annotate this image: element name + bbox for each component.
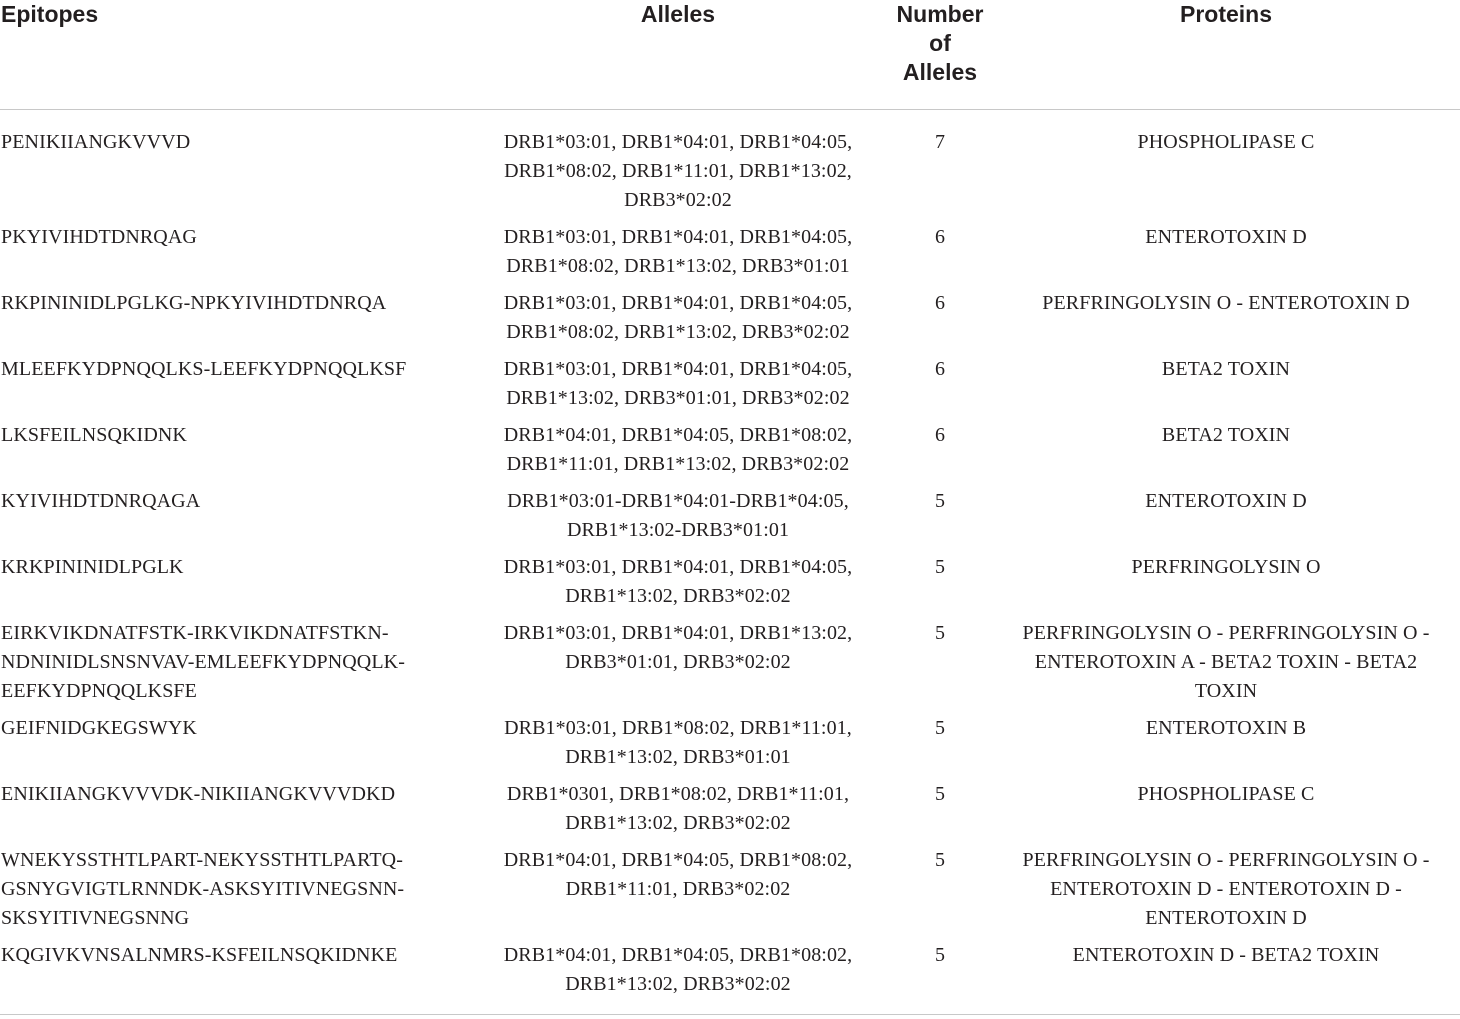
table-row	[0, 487, 1460, 553]
cell-alleles	[468, 110, 888, 224]
cell-epitope	[0, 289, 468, 355]
cell-number-of-alleles: 5	[888, 619, 992, 714]
cell-alleles	[468, 553, 888, 619]
cell-number-of-alleles: 5	[888, 941, 992, 1019]
cell-alleles-line: DRB3*01:01, DRB3*02:02	[565, 651, 791, 673]
cell-proteins-line: ENTEROTOXIN D	[1145, 490, 1306, 512]
cell-proteins	[992, 223, 1460, 289]
cell-alleles-line: DRB1*04:01, DRB1*04:05, DRB1*08:02,	[504, 849, 853, 871]
cell-epitope	[0, 553, 468, 619]
cell-proteins-line: ENTEROTOXIN D	[1145, 226, 1306, 248]
table-body	[0, 110, 1460, 1019]
cell-alleles-line: DRB1*0301, DRB1*08:02, DRB1*11:01,	[507, 783, 849, 805]
table-row	[0, 289, 1460, 355]
cell-alleles-line: DRB1*03:01, DRB1*08:02, DRB1*11:01,	[504, 717, 852, 739]
cell-proteins	[992, 553, 1460, 619]
cell-epitope	[0, 941, 468, 1019]
header-alleles: Alleles	[468, 0, 888, 110]
table-bottom-rule	[0, 1014, 1460, 1015]
cell-number-of-alleles: 5	[888, 846, 992, 941]
cell-epitope-line: RKPININIDLPGLKG-NPKYIVIHDTDNRQA	[1, 292, 386, 314]
header-line: Number	[897, 1, 984, 27]
cell-epitope-line: SKSYITIVNEGSNNG	[1, 907, 189, 929]
table-header	[0, 0, 1460, 110]
cell-alleles-line: DRB1*13:02, DRB3*02:02	[565, 973, 791, 995]
cell-proteins-line: ENTEROTOXIN D - BETA2 TOXIN	[1073, 944, 1380, 966]
table-row	[0, 619, 1460, 714]
cell-epitope-line: KRKPININIDLPGLK	[1, 556, 184, 578]
cell-alleles-line: DRB1*13:02, DRB3*02:02	[565, 812, 791, 834]
cell-proteins-line: BETA2 TOXIN	[1162, 358, 1290, 380]
cell-epitope	[0, 846, 468, 941]
cell-number-of-alleles: 5	[888, 487, 992, 553]
cell-alleles-line: DRB1*13:02-DRB3*01:01	[567, 519, 789, 541]
cell-alleles	[468, 355, 888, 421]
cell-epitope-line: KQGIVKVNSALNMRS-KSFEILNSQKIDNKE	[1, 944, 397, 966]
header-number-of-alleles	[888, 0, 992, 110]
cell-alleles	[468, 941, 888, 1019]
cell-proteins-line: ENTEROTOXIN A - BETA2 TOXIN - BETA2	[1035, 651, 1418, 673]
cell-epitope-line: EEFKYDPNQQLKSFE	[1, 680, 197, 702]
header-row	[0, 0, 1460, 110]
table-row	[0, 223, 1460, 289]
cell-proteins	[992, 619, 1460, 714]
cell-number-of-alleles: 5	[888, 714, 992, 780]
cell-epitope-line: PKYIVIHDTDNRQAG	[1, 226, 197, 248]
cell-proteins	[992, 355, 1460, 421]
cell-proteins-line: PERFRINGOLYSIN O - ENTEROTOXIN D	[1042, 292, 1410, 314]
cell-alleles-line: DRB1*11:01, DRB1*13:02, DRB3*02:02	[507, 453, 850, 475]
cell-alleles-line: DRB1*03:01, DRB1*04:01, DRB1*04:05,	[504, 131, 853, 153]
cell-alleles	[468, 223, 888, 289]
cell-alleles-line: DRB1*04:01, DRB1*04:05, DRB1*08:02,	[504, 424, 853, 446]
cell-alleles-line: DRB1*03:01, DRB1*04:01, DRB1*04:05,	[504, 292, 853, 314]
cell-epitope-line: LKSFEILNSQKIDNK	[1, 424, 187, 446]
cell-proteins-line: ENTEROTOXIN D	[1145, 907, 1306, 929]
cell-alleles	[468, 487, 888, 553]
cell-epitope	[0, 487, 468, 553]
cell-alleles-line: DRB1*08:02, DRB1*13:02, DRB3*01:01	[506, 255, 849, 277]
cell-alleles-line: DRB1*03:01, DRB1*04:01, DRB1*04:05,	[504, 358, 853, 380]
cell-proteins	[992, 941, 1460, 1019]
cell-proteins-line: PERFRINGOLYSIN O - PERFRINGOLYSIN O -	[1023, 849, 1430, 871]
cell-epitope-line: NDNINIDLSNSNVAV-EMLEEFKYDPNQQLK-	[1, 651, 405, 673]
table-row	[0, 110, 1460, 224]
cell-proteins	[992, 421, 1460, 487]
cell-number-of-alleles: 6	[888, 421, 992, 487]
table-row	[0, 714, 1460, 780]
cell-epitope-line: GSNYGVIGTLRNNDK-ASKSYITIVNEGSNN-	[1, 878, 404, 900]
cell-epitope-line: PENIKIIANGKVVVD	[1, 131, 190, 153]
cell-epitope-line: GEIFNIDGKEGSWYK	[1, 717, 197, 739]
cell-number-of-alleles: 5	[888, 780, 992, 846]
cell-proteins-line: PHOSPHOLIPASE C	[1138, 131, 1315, 153]
cell-epitope-line: ENIKIIANGKVVVDK-NIKIIANGKVVVDKD	[1, 783, 395, 805]
cell-proteins	[992, 487, 1460, 553]
cell-alleles-line: DRB1*03:01, DRB1*04:01, DRB1*04:05,	[504, 226, 853, 248]
cell-proteins-line: PERFRINGOLYSIN O	[1131, 556, 1320, 578]
cell-epitope-line: KYIVIHDTDNRQAGA	[1, 490, 200, 512]
cell-epitope	[0, 714, 468, 780]
cell-alleles	[468, 846, 888, 941]
cell-alleles-line: DRB1*03:01, DRB1*04:01, DRB1*13:02,	[504, 622, 853, 644]
cell-proteins-line: ENTEROTOXIN B	[1146, 717, 1306, 739]
cell-alleles-line: DRB1*13:02, DRB3*01:01	[565, 746, 791, 768]
header-line: of	[929, 30, 951, 56]
table-row	[0, 553, 1460, 619]
table-row	[0, 846, 1460, 941]
cell-number-of-alleles: 7	[888, 110, 992, 224]
cell-alleles	[468, 289, 888, 355]
cell-number-of-alleles: 6	[888, 223, 992, 289]
cell-number-of-alleles: 5	[888, 553, 992, 619]
cell-proteins-line: ENTEROTOXIN D - ENTEROTOXIN D -	[1050, 878, 1402, 900]
cell-proteins	[992, 846, 1460, 941]
cell-proteins	[992, 110, 1460, 224]
header-line: Alleles	[903, 59, 977, 85]
cell-epitope	[0, 619, 468, 714]
cell-proteins	[992, 714, 1460, 780]
cell-number-of-alleles: 6	[888, 355, 992, 421]
cell-epitope	[0, 421, 468, 487]
cell-alleles	[468, 619, 888, 714]
cell-proteins-line: BETA2 TOXIN	[1162, 424, 1290, 446]
cell-epitope-line: EIRKVIKDNATFSTK-IRKVIKDNATFSTKN-	[1, 622, 389, 644]
header-proteins: Proteins	[992, 0, 1460, 110]
cell-alleles-line: DRB1*13:02, DRB3*02:02	[565, 585, 791, 607]
header-epitopes: Epitopes	[0, 0, 468, 110]
cell-alleles	[468, 421, 888, 487]
cell-proteins	[992, 780, 1460, 846]
cell-epitope-line: WNEKYSSTHTLPART-NEKYSSTHTLPARTQ-	[1, 849, 403, 871]
cell-alleles-line: DRB1*08:02, DRB1*11:01, DRB1*13:02,	[504, 160, 852, 182]
cell-alleles-line: DRB1*03:01, DRB1*04:01, DRB1*04:05,	[504, 556, 853, 578]
cell-alleles-line: DRB1*04:01, DRB1*04:05, DRB1*08:02,	[504, 944, 853, 966]
cell-proteins-line: PHOSPHOLIPASE C	[1138, 783, 1315, 805]
cell-epitope	[0, 110, 468, 224]
cell-proteins-line: PERFRINGOLYSIN O - PERFRINGOLYSIN O -	[1023, 622, 1430, 644]
cell-number-of-alleles: 6	[888, 289, 992, 355]
table-row	[0, 780, 1460, 846]
cell-epitope-line: MLEEFKYDPNQQLKS-LEEFKYDPNQQLKSF	[1, 358, 406, 380]
cell-alleles-line: DRB1*03:01-DRB1*04:01-DRB1*04:05,	[507, 490, 849, 512]
cell-alleles-line: DRB1*13:02, DRB3*01:01, DRB3*02:02	[506, 387, 849, 409]
table-row	[0, 421, 1460, 487]
cell-alleles-line: DRB3*02:02	[624, 189, 732, 211]
table-row	[0, 941, 1460, 1019]
cell-alleles-line: DRB1*08:02, DRB1*13:02, DRB3*02:02	[506, 321, 849, 343]
cell-alleles	[468, 714, 888, 780]
cell-epitope	[0, 355, 468, 421]
table-row	[0, 355, 1460, 421]
cell-proteins	[992, 289, 1460, 355]
cell-proteins-line: TOXIN	[1195, 680, 1257, 702]
cell-epitope	[0, 223, 468, 289]
cell-alleles-line: DRB1*11:01, DRB3*02:02	[566, 878, 791, 900]
cell-epitope	[0, 780, 468, 846]
cell-alleles	[468, 780, 888, 846]
